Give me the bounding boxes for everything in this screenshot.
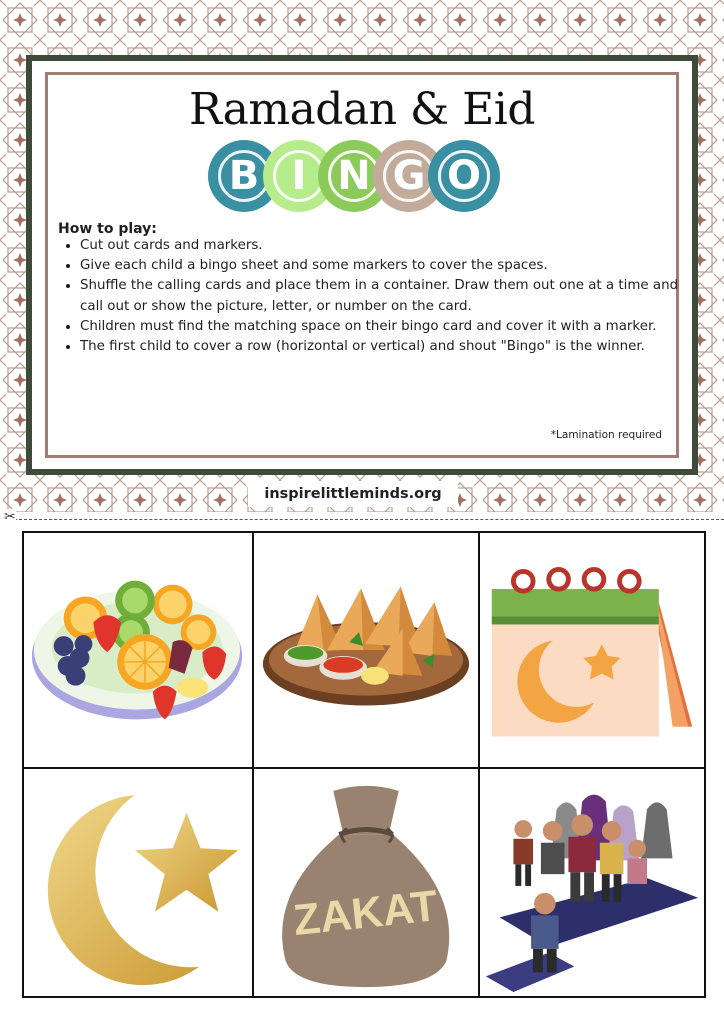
rules-list <box>58 236 680 357</box>
zakat-bag-icon <box>254 769 478 996</box>
card-crescent-star <box>24 769 254 996</box>
card-ramadan-calendar <box>480 533 704 769</box>
cut-line <box>14 519 724 520</box>
samosa-plate-icon <box>254 533 478 767</box>
lamination-note: *Lamination required <box>550 429 662 441</box>
scissors-icon: ✂ <box>4 509 16 525</box>
card-zakat-bag <box>254 769 480 996</box>
rule-item: • Give each child a bingo sheet and some markers to cover the spaces. <box>80 256 680 276</box>
rule-item: • The first child to cover a row (horizontal or vertical) and shout "Bingo" is the winner. <box>80 337 680 357</box>
card-fruit-platter <box>24 533 254 769</box>
calling-cards-grid <box>22 531 706 998</box>
page-title: Ramadan & Eid <box>188 84 536 135</box>
card-samosa-plate <box>254 533 480 769</box>
how-to-play-heading: How to play: <box>58 221 157 237</box>
zakat-label: ZAKAT <box>291 882 440 946</box>
bingo-letter: G <box>392 153 426 199</box>
card-family-prayer <box>480 769 704 996</box>
crescent-star-icon <box>24 769 252 996</box>
bingo-letter: B <box>228 153 260 199</box>
rule-item: • Shuffle the calling cards and place them in a container. Draw them out one at a time and call out or show the picture, letter, or number on the card. <box>80 276 680 316</box>
rule-item: • Cut out cards and markers. <box>80 236 680 256</box>
fruit-platter-icon <box>24 533 252 767</box>
website-url: inspirelittleminds.org <box>248 481 458 507</box>
bingo-letter: N <box>337 153 371 199</box>
bingo-letter: I <box>291 153 307 199</box>
rule-item: • Children must find the matching space on their bingo card and cover it with a marker. <box>80 317 680 337</box>
bingo-letter: O <box>446 153 481 199</box>
family-prayer-icon <box>480 769 704 996</box>
bingo-ball-o <box>428 140 500 212</box>
ramadan-calendar-icon <box>480 533 704 767</box>
bingo-logo <box>208 140 500 222</box>
